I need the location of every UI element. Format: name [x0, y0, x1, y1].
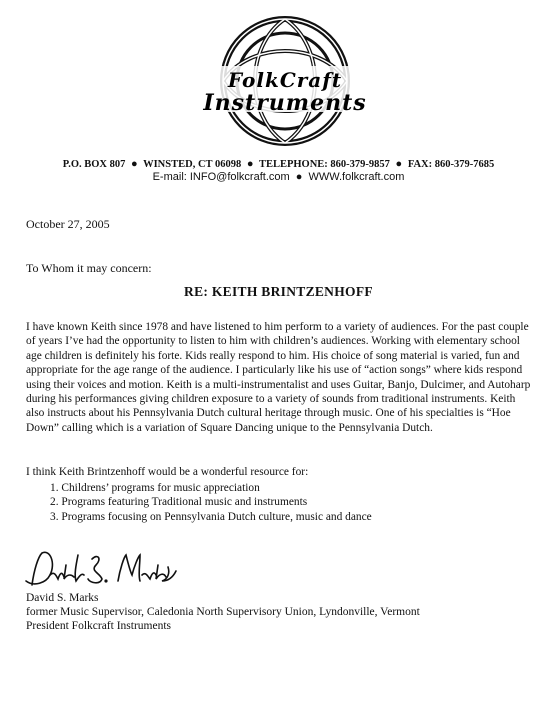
po-box: P.O. BOX 807: [62, 159, 126, 170]
logo-text-line2: Instruments: [203, 90, 367, 116]
signer-title: former Music Supervisor, Caledonia North Supervisory Union, Lyndonville, Vermont: [26, 606, 420, 618]
address-line: [0, 158, 557, 170]
signature-icon: [20, 545, 180, 595]
city-state: WINSTED, CT 06098: [143, 159, 242, 170]
list-item: 1. Childrens’ programs for music appreciation: [50, 482, 260, 494]
signer-title: President Folkcraft Instruments: [26, 620, 172, 632]
salutation: To Whom it may concern:: [26, 261, 152, 275]
website-link[interactable]: WWW.folkcraft.com: [308, 171, 405, 183]
list-item: 3. Programs focusing on Pennsylvania Dutch culture, music and dance: [50, 510, 372, 523]
logo-text-line1: FolkCraft: [227, 68, 343, 92]
bullet-icon: ●: [246, 158, 254, 170]
bullet-icon: ●: [295, 171, 303, 183]
folkcraft-logo: [185, 6, 385, 156]
bullet-icon: ●: [131, 158, 138, 170]
contact-line: [0, 171, 557, 183]
resource-list: [50, 481, 372, 524]
signer-name: David S. Marks: [26, 592, 99, 604]
body-paragraph: I have known Keith since 1978 and have listened to him perform to a variety of audiences. For the past couple of years I’ve had the opportunity to listen to him with children’s audiences. Working with elementary school age children is definitely his forte. Kids really respond to him. His choice of song material is varied, fun and appropriate for the age range of the audience. I particularly like his use of “action songs” where kids respond using their voices and motion. Keith is a multi-instrumentalist and uses Guitar, Banjo, Dulcimer, and Autoharp during his performances giving children exposure to a variety of sounds from traditional instruments. Keith also instructs about his Pennsylvania Dutch cultural heritage through music. One of his specialties is “Hoe Down” calling which is a variation of Square Dancing unique to the Pennsylvania Dutch.: [26, 321, 531, 434]
telephone: TELEPHONE: 860-379-9857: [258, 159, 390, 170]
fax: FAX: 860-379-7685: [407, 159, 495, 170]
list-item: 2. Programs featuring Traditional music and instruments: [50, 496, 308, 509]
resource-intro: I think Keith Brintzenhoff would be a wonderful resource for:: [26, 466, 309, 478]
bullet-icon: ●: [395, 158, 403, 170]
handwritten-signature: [20, 545, 180, 595]
letter-date: October 27, 2005: [26, 217, 110, 231]
email-link[interactable]: E-mail: INFO@folkcraft.com: [152, 171, 290, 183]
subject-line: RE: KEITH BRINTZENHOFF: [184, 284, 373, 299]
